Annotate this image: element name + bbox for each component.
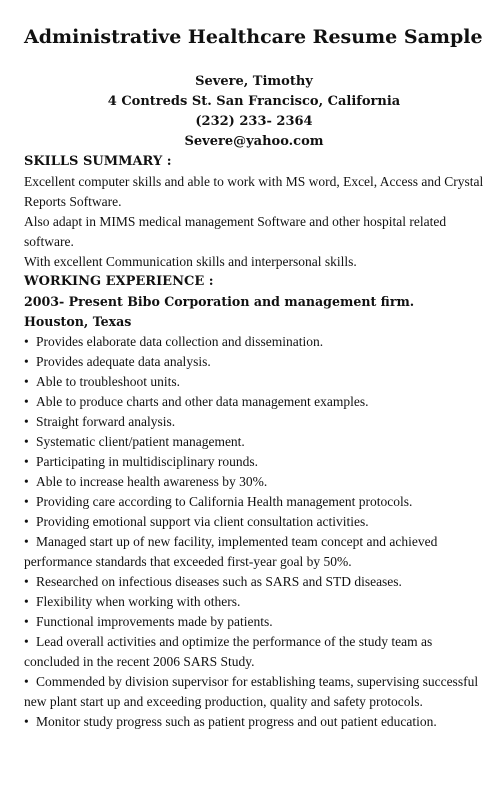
bullet-text: Straight forward analysis. (36, 414, 176, 429)
bullet-icon: • (24, 354, 29, 369)
bullet-icon: • (24, 594, 29, 609)
bullet-text: Managed start up of new facility, implemented team concept and achieved performance standards that exceeded first-year goal by 50%. (24, 534, 438, 569)
list-item (24, 332, 484, 352)
list-item (24, 452, 484, 472)
contact-block (24, 72, 484, 152)
bullet-icon: • (24, 454, 29, 469)
resume-document (24, 24, 484, 732)
list-item (24, 472, 484, 492)
list-item (24, 392, 484, 412)
bullet-icon: • (24, 714, 29, 729)
list-item (24, 512, 484, 532)
bullet-text: Provides adequate data analysis. (36, 354, 211, 369)
list-item (24, 712, 484, 732)
bullet-text: Flexibility when working with others. (36, 594, 241, 609)
list-item (24, 672, 484, 712)
contact-email: Severe@yahoo.com (184, 134, 324, 149)
bullet-icon: • (24, 334, 29, 349)
list-item (24, 432, 484, 452)
job-location: Houston, Texas (24, 314, 132, 329)
bullet-text: Researched on infectious diseases such as SARS and STD diseases. (36, 574, 402, 589)
list-item (24, 612, 484, 632)
contact-phone: (232) 233- 2364 (195, 114, 313, 129)
bullet-icon: • (24, 574, 29, 589)
list-item (24, 592, 484, 612)
experience-section (24, 272, 484, 732)
list-item (24, 532, 484, 572)
bullet-text: Provides elaborate data collection and dissemination. (36, 334, 324, 349)
contact-name: Severe, Timothy (195, 74, 313, 89)
list-item (24, 492, 484, 512)
skills-paragraph: Excellent computer skills and able to work with MS word, Excel, Access and Crystal Reports Software. (24, 174, 484, 209)
bullet-icon: • (24, 674, 29, 689)
bullet-icon: • (24, 414, 29, 429)
bullet-text: Providing care according to California Health management protocols. (36, 494, 413, 509)
bullet-icon: • (24, 474, 29, 489)
list-item (24, 412, 484, 432)
bullet-text: Functional improvements made by patients. (36, 614, 273, 629)
experience-heading: WORKING EXPERIENCE : (24, 274, 214, 289)
list-item (24, 372, 484, 392)
bullet-text: Able to increase health awareness by 30%. (36, 474, 268, 489)
list-item (24, 632, 484, 672)
bullet-text: Systematic client/patient management. (36, 434, 245, 449)
experience-bullet-list (24, 332, 484, 732)
bullet-text: Participating in multidisciplinary rounds. (36, 454, 258, 469)
skills-section (24, 152, 484, 272)
bullet-text: Providing emotional support via client consultation activities. (36, 514, 369, 529)
skills-paragraph: Also adapt in MIMS medical management Software and other hospital related software. (24, 214, 447, 249)
bullet-icon: • (24, 494, 29, 509)
bullet-text: Able to troubleshoot units. (36, 374, 180, 389)
bullet-icon: • (24, 374, 29, 389)
bullet-icon: • (24, 434, 29, 449)
bullet-icon: • (24, 614, 29, 629)
bullet-icon: • (24, 634, 29, 649)
contact-address: 4 Contreds St. San Francisco, California (107, 94, 401, 109)
bullet-text: Lead overall activities and optimize the performance of the study team as concluded in the recent 2006 SARS Study. (24, 634, 433, 669)
bullet-icon: • (24, 534, 29, 549)
bullet-icon: • (24, 514, 29, 529)
job-period-company: 2003- Present Bibo Corporation and management firm. (24, 294, 415, 309)
page-title: Administrative Healthcare Resume Sample (24, 26, 483, 48)
list-item (24, 572, 484, 592)
list-item (24, 352, 484, 372)
bullet-text: Commended by division supervisor for establishing teams, supervising successful new plant start up and exceeding production, quality and safety protocols. (24, 674, 479, 709)
bullet-text: Monitor study progress such as patient progress and out patient education. (36, 714, 437, 729)
bullet-icon: • (24, 394, 29, 409)
skills-heading: SKILLS SUMMARY : (24, 154, 172, 169)
bullet-text: Able to produce charts and other data management examples. (36, 394, 369, 409)
skills-paragraph: With excellent Communication skills and interpersonal skills. (24, 254, 357, 269)
